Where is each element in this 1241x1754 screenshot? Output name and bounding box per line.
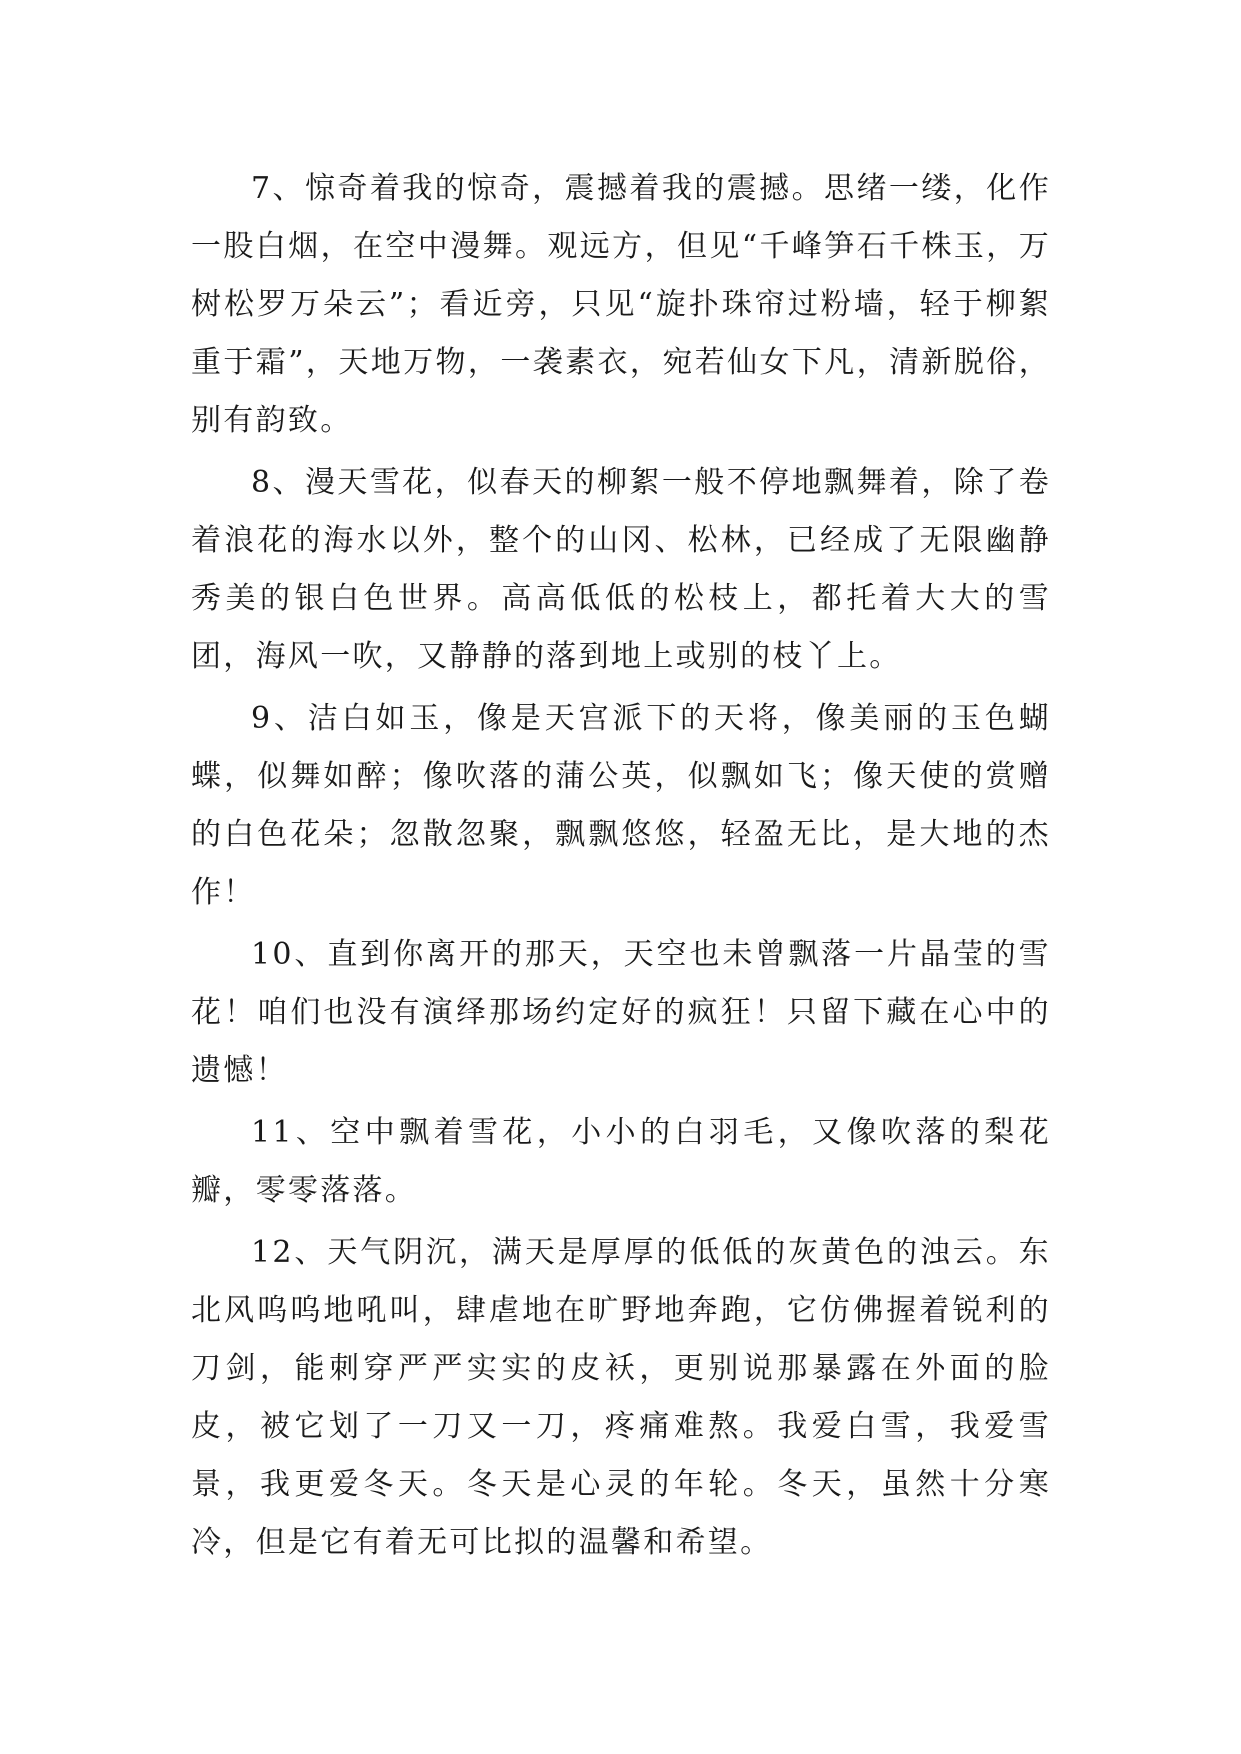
paragraph-12: 12、天气阴沉，满天是厚厚的低低的灰黄色的浊云。东北风呜呜地吼叫，肆虐地在旷野地奔跑，它仿佛握着锐利的刀剑，能刺穿严严实实的皮袄，更别说那暴露在外面的脸皮，被它划了一刀又一刀，疼痛难熬。我爱白雪，我爱雪景，我更爱冬天。冬天是心灵的年轮。冬天，虽然十分寒冷，但是它有着无可比拟的温馨和希望。 bbox=[191, 1235, 1051, 1560]
paragraph-8: 8、漫天雪花，似春天的柳絮一般不停地飘舞着，除了卷着浪花的海水以外，整个的山冈、松林，已经成了无限幽静秀美的银白色世界。高高低低的松枝上，都托着大大的雪团，海风一吹，又静静的落到地上或别的枝丫上。 bbox=[191, 465, 1051, 674]
paragraph-9: 9、洁白如玉，像是天宫派下的天将，像美丽的玉色蝴蝶，似舞如醉；像吹落的蒲公英，似飘如飞；像天使的赏赠的白色花朵；忽散忽聚，飘飘悠悠，轻盈无比，是大地的杰作！ bbox=[191, 701, 1051, 910]
paragraph-10: 10、直到你离开的那天，天空也未曾飘落一片晶莹的雪花！咱们也没有演绎那场约定好的疯狂！只留下藏在心中的遗憾！ bbox=[191, 937, 1051, 1088]
document-body bbox=[191, 160, 1051, 1572]
paragraph-7: 7、惊奇着我的惊奇，震撼着我的震撼。思绪一缕，化作一股白烟，在空中漫舞。观远方，但见“千峰笋石千株玉，万树松罗万朵云”；看近旁，只见“旋扑珠帘过粉墙，轻于柳絮重于霜”，天地万物，一袭素衣，宛若仙女下凡，清新脱俗，别有韵致。 bbox=[191, 171, 1051, 438]
paragraph-11: 11、空中飘着雪花，小小的白羽毛，又像吹落的梨花瓣，零零落落。 bbox=[191, 1115, 1051, 1208]
